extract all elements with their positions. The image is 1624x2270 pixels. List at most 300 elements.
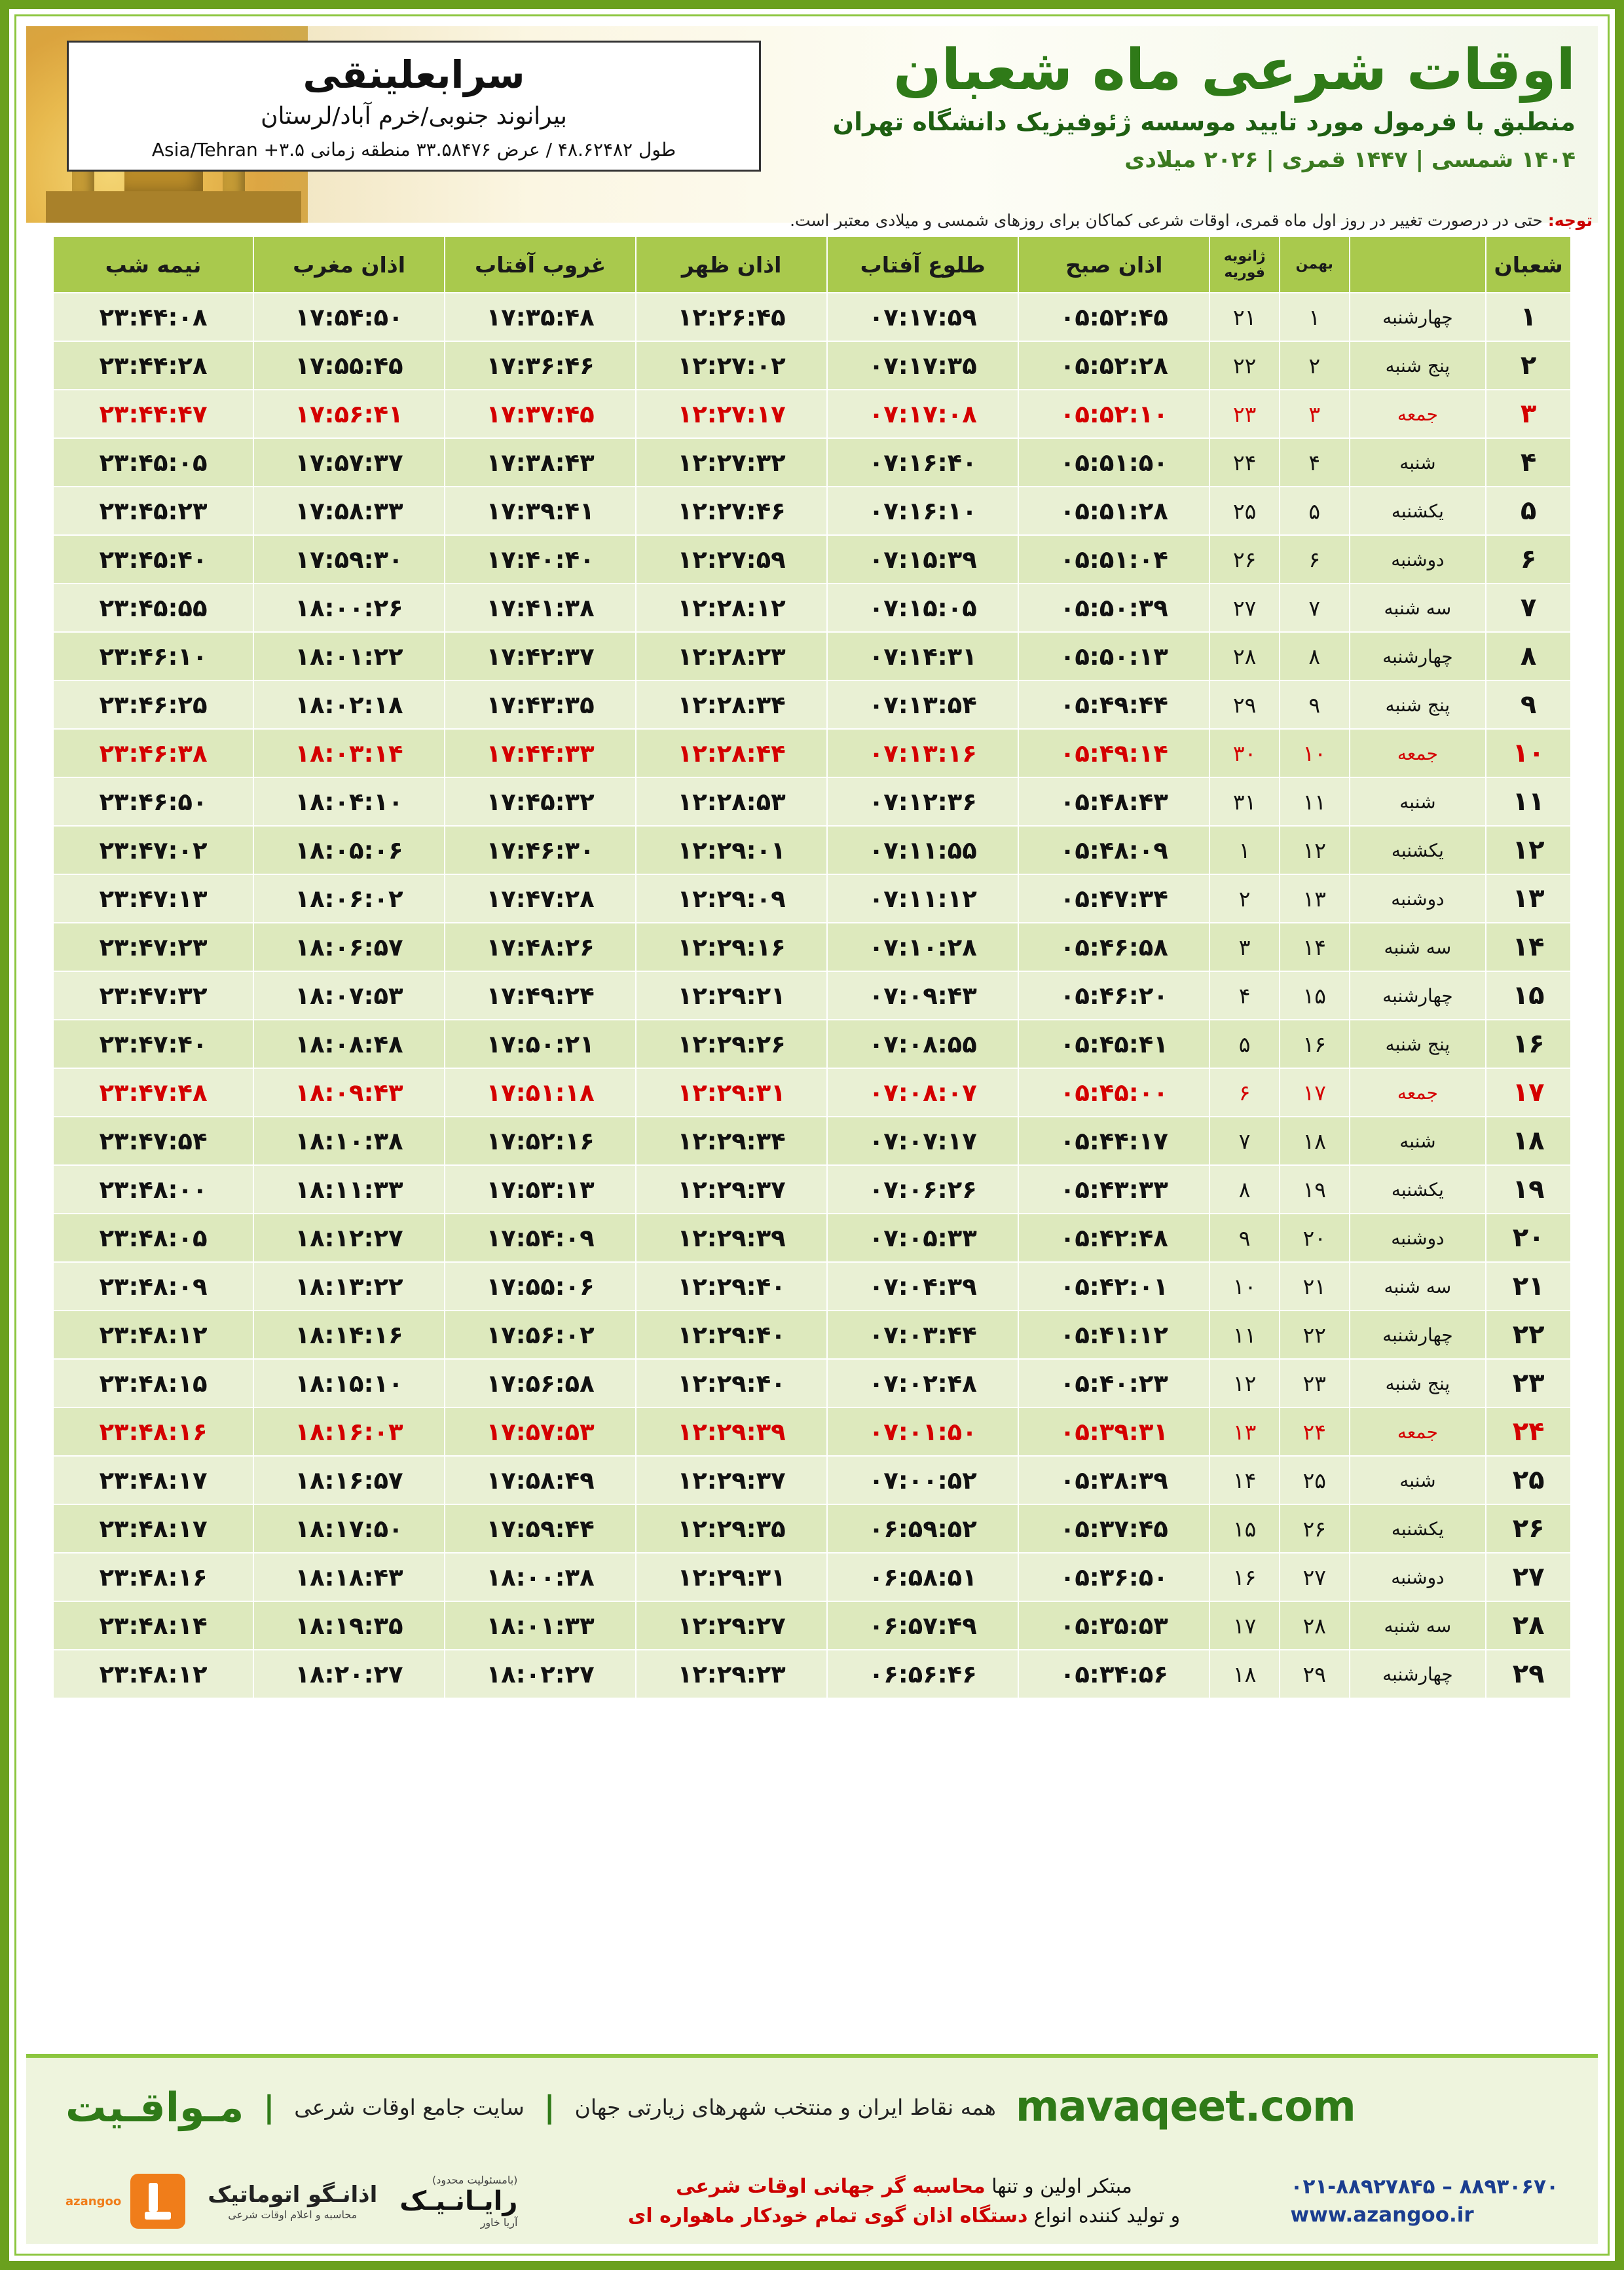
table-row	[53, 341, 1571, 390]
cell-fajr: ۰۵:۵۲:۱۰	[1018, 390, 1209, 438]
cell-sunrise: ۰۷:۰۲:۴۸	[827, 1359, 1018, 1407]
cell-jalali-day: ۹	[1280, 680, 1350, 729]
cell-midnight: ۲۳:۴۴:۴۷	[53, 390, 253, 438]
cell-weekday: چهارشنبه	[1350, 971, 1486, 1020]
cell-sunrise: ۰۷:۱۷:۰۸	[827, 390, 1018, 438]
cell-sunrise: ۰۷:۱۷:۵۹	[827, 293, 1018, 341]
page-title: اوقات شرعی ماه شعبان	[893, 37, 1576, 103]
cell-sunrise: ۰۷:۱۷:۳۵	[827, 341, 1018, 390]
cell-maghrib: ۱۷:۵۶:۴۱	[253, 390, 445, 438]
cell-maghrib: ۱۸:۰۶:۰۲	[253, 874, 445, 923]
cell-maghrib: ۱۸:۰۶:۵۷	[253, 923, 445, 971]
cell-dhuhr: ۱۲:۲۹:۳۵	[636, 1504, 827, 1553]
cell-gregorian-day: ۲	[1209, 874, 1280, 923]
cell-maghrib: ۱۸:۱۷:۵۰	[253, 1504, 445, 1553]
cell-sunrise: ۰۷:۰۰:۵۲	[827, 1456, 1018, 1504]
cell-jalali-day: ۱۱	[1280, 777, 1350, 826]
cell-weekday: چهارشنبه	[1350, 293, 1486, 341]
cell-shaban: ۲۹	[1486, 1650, 1571, 1698]
table-body	[53, 293, 1571, 1698]
prayer-times-table	[52, 236, 1572, 1699]
cell-sunrise: ۰۷:۱۶:۴۰	[827, 438, 1018, 487]
cell-midnight: ۲۳:۴۸:۰۵	[53, 1214, 253, 1262]
contact-phones: ۰۲۱-۸۸۹۲۷۸۴۵ – ۸۸۹۳۰۶۷۰	[1290, 2174, 1559, 2199]
cell-jalali-day: ۱	[1280, 293, 1350, 341]
cell-weekday: دوشنبه	[1350, 874, 1486, 923]
cell-dhuhr: ۱۲:۲۹:۳۹	[636, 1407, 827, 1456]
brand-name-fa: مـواقـیت	[65, 2083, 244, 2131]
page-header	[26, 26, 1598, 223]
cell-gregorian-day: ۲۳	[1209, 390, 1280, 438]
cell-gregorian-day: ۲۸	[1209, 632, 1280, 680]
cell-dhuhr: ۱۲:۲۹:۴۰	[636, 1359, 827, 1407]
cell-gregorian-day: ۲۴	[1209, 438, 1280, 487]
cell-sunset: ۱۷:۴۶:۳۰	[445, 826, 636, 874]
cell-dhuhr: ۱۲:۲۹:۳۱	[636, 1068, 827, 1117]
desc-line1-b: محاسبه گر جهانی اوقات شرعی	[676, 2175, 986, 2198]
cell-sunrise: ۰۷:۱۲:۳۶	[827, 777, 1018, 826]
note-label: توجه:	[1547, 211, 1593, 230]
cell-gregorian-day: ۶	[1209, 1068, 1280, 1117]
cell-sunset: ۱۷:۴۲:۳۷	[445, 632, 636, 680]
prayer-times-table-wrapper	[52, 236, 1572, 1699]
header-sunrise: طلوع آفتاب	[827, 236, 1018, 293]
cell-sunrise: ۰۷:۰۶:۲۶	[827, 1165, 1018, 1214]
cell-jalali-day: ۲	[1280, 341, 1350, 390]
table-row	[53, 390, 1571, 438]
table-row	[53, 680, 1571, 729]
cell-dhuhr: ۱۲:۲۶:۴۵	[636, 293, 827, 341]
cell-jalali-day: ۲۱	[1280, 1262, 1350, 1311]
cell-midnight: ۲۳:۴۸:۱۲	[53, 1311, 253, 1359]
cell-shaban: ۲۵	[1486, 1456, 1571, 1504]
cell-jalali-day: ۵	[1280, 487, 1350, 535]
cell-fajr: ۰۵:۴۹:۱۴	[1018, 729, 1209, 777]
website-logo[interactable]: mavaqeet.com	[1015, 2083, 1356, 2131]
cell-weekday: سه شنبه	[1350, 1262, 1486, 1311]
cell-fajr: ۰۵:۴۹:۴۴	[1018, 680, 1209, 729]
cell-weekday: سه شنبه	[1350, 923, 1486, 971]
cell-shaban: ۱۰	[1486, 729, 1571, 777]
cell-fajr: ۰۵:۳۴:۵۶	[1018, 1650, 1209, 1698]
cell-gregorian-day: ۴	[1209, 971, 1280, 1020]
brand-tagline-1: سایت جامع اوقات شرعی	[294, 2094, 525, 2120]
cell-sunset: ۱۷:۵۱:۱۸	[445, 1068, 636, 1117]
cell-shaban: ۳	[1486, 390, 1571, 438]
cell-jalali-day: ۸	[1280, 632, 1350, 680]
cell-fajr: ۰۵:۳۷:۴۵	[1018, 1504, 1209, 1553]
cell-jalali-day: ۴	[1280, 438, 1350, 487]
cell-sunrise: ۰۶:۵۷:۴۹	[827, 1601, 1018, 1650]
table-row	[53, 1359, 1571, 1407]
cell-midnight: ۲۳:۴۶:۵۰	[53, 777, 253, 826]
cell-midnight: ۲۳:۴۷:۵۴	[53, 1117, 253, 1165]
azangoo-logo-text: azangoo	[65, 2194, 122, 2208]
table-row	[53, 1601, 1571, 1650]
table-row	[53, 1020, 1571, 1068]
cell-shaban: ۲۰	[1486, 1214, 1571, 1262]
cell-maghrib: ۱۸:۰۳:۱۴	[253, 729, 445, 777]
table-row	[53, 1456, 1571, 1504]
cell-shaban: ۲۴	[1486, 1407, 1571, 1456]
cell-midnight: ۲۳:۴۶:۱۰	[53, 632, 253, 680]
rayaneik-name: رایـانـیـک	[399, 2186, 518, 2216]
cell-dhuhr: ۱۲:۲۸:۲۳	[636, 632, 827, 680]
cell-maghrib: ۱۸:۰۸:۴۸	[253, 1020, 445, 1068]
cell-gregorian-day: ۱۲	[1209, 1359, 1280, 1407]
cell-jalali-day: ۱۵	[1280, 971, 1350, 1020]
cell-jalali-day: ۲۹	[1280, 1650, 1350, 1698]
cell-sunset: ۱۷:۵۸:۴۹	[445, 1456, 636, 1504]
cell-dhuhr: ۱۲:۲۹:۲۶	[636, 1020, 827, 1068]
cell-midnight: ۲۳:۴۷:۴۸	[53, 1068, 253, 1117]
cell-shaban: ۶	[1486, 535, 1571, 584]
cell-dhuhr: ۱۲:۲۷:۵۹	[636, 535, 827, 584]
cell-sunset: ۱۷:۵۵:۰۶	[445, 1262, 636, 1311]
cell-weekday: جمعه	[1350, 1407, 1486, 1456]
header-shaban: شعبان	[1486, 236, 1571, 293]
cell-dhuhr: ۱۲:۲۷:۰۲	[636, 341, 827, 390]
cell-gregorian-day: ۲۶	[1209, 535, 1280, 584]
rayaneik-tiny: (بامسئولیت محدود)	[432, 2174, 518, 2186]
cell-jalali-day: ۲۴	[1280, 1407, 1350, 1456]
cell-fajr: ۰۵:۴۶:۲۰	[1018, 971, 1209, 1020]
cell-sunset: ۱۷:۳۸:۴۳	[445, 438, 636, 487]
cell-weekday: دوشنبه	[1350, 535, 1486, 584]
cell-sunset: ۱۷:۵۴:۰۹	[445, 1214, 636, 1262]
cell-fajr: ۰۵:۳۸:۳۹	[1018, 1456, 1209, 1504]
cell-sunset: ۱۷:۴۸:۲۶	[445, 923, 636, 971]
cell-sunrise: ۰۷:۰۱:۵۰	[827, 1407, 1018, 1456]
azangoo-logo	[65, 2174, 185, 2229]
cell-jalali-day: ۱۹	[1280, 1165, 1350, 1214]
cell-sunrise: ۰۷:۱۵:۰۵	[827, 584, 1018, 632]
cell-gregorian-day: ۲۱	[1209, 293, 1280, 341]
cell-dhuhr: ۱۲:۲۸:۳۴	[636, 680, 827, 729]
cell-sunset: ۱۷:۴۷:۲۸	[445, 874, 636, 923]
cell-jalali-day: ۱۶	[1280, 1020, 1350, 1068]
cell-jalali-day: ۶	[1280, 535, 1350, 584]
cell-shaban: ۱۹	[1486, 1165, 1571, 1214]
cell-shaban: ۲	[1486, 341, 1571, 390]
cell-shaban: ۱۱	[1486, 777, 1571, 826]
cell-fajr: ۰۵:۳۵:۵۳	[1018, 1601, 1209, 1650]
footer-description	[540, 2172, 1268, 2231]
table-row	[53, 729, 1571, 777]
cell-midnight: ۲۳:۴۸:۰۹	[53, 1262, 253, 1311]
cell-fajr: ۰۵:۵۱:۲۸	[1018, 487, 1209, 535]
header-fajr: اذان صبح	[1018, 236, 1209, 293]
cell-sunset: ۱۷:۳۹:۴۱	[445, 487, 636, 535]
cell-shaban: ۱	[1486, 293, 1571, 341]
cell-jalali-day: ۲۳	[1280, 1359, 1350, 1407]
table-row	[53, 1165, 1571, 1214]
city-name: سرابعلینقی	[303, 52, 525, 97]
cell-midnight: ۲۳:۴۸:۱۵	[53, 1359, 253, 1407]
cell-jalali-day: ۳	[1280, 390, 1350, 438]
cell-fajr: ۰۵:۴۳:۳۳	[1018, 1165, 1209, 1214]
calendar-years: ۱۴۰۴ شمسی | ۱۴۴۷ قمری | ۲۰۲۶ میلادی	[1124, 147, 1576, 174]
table-row	[53, 1553, 1571, 1601]
cell-gregorian-day: ۲۵	[1209, 487, 1280, 535]
cell-dhuhr: ۱۲:۲۹:۳۷	[636, 1456, 827, 1504]
cell-midnight: ۲۳:۴۸:۱۴	[53, 1601, 253, 1650]
cell-midnight: ۲۳:۴۷:۱۳	[53, 874, 253, 923]
cell-shaban: ۱۳	[1486, 874, 1571, 923]
cell-dhuhr: ۱۲:۲۹:۰۱	[636, 826, 827, 874]
cell-weekday: یکشنبه	[1350, 1504, 1486, 1553]
cell-midnight: ۲۳:۴۶:۳۸	[53, 729, 253, 777]
desc-line2-b: دستگاه اذان گوی تمام خودکار ماهواره ای	[627, 2205, 1028, 2227]
cell-weekday: سه شنبه	[1350, 584, 1486, 632]
cell-weekday: یکشنبه	[1350, 487, 1486, 535]
contact-website[interactable]: www.azangoo.ir	[1290, 2203, 1474, 2227]
cell-sunrise: ۰۷:۰۴:۳۹	[827, 1262, 1018, 1311]
cell-dhuhr: ۱۲:۲۹:۱۶	[636, 923, 827, 971]
cell-gregorian-day: ۱۴	[1209, 1456, 1280, 1504]
table-row	[53, 777, 1571, 826]
cell-sunset: ۱۸:۰۱:۳۳	[445, 1601, 636, 1650]
header-dhuhr: اذان ظهر	[636, 236, 827, 293]
cell-fajr: ۰۵:۵۲:۴۵	[1018, 293, 1209, 341]
cell-jalali-day: ۱۷	[1280, 1068, 1350, 1117]
cell-gregorian-day: ۷	[1209, 1117, 1280, 1165]
cell-midnight: ۲۳:۴۵:۵۵	[53, 584, 253, 632]
cell-maghrib: ۱۸:۰۱:۲۲	[253, 632, 445, 680]
cell-jalali-day: ۲۶	[1280, 1504, 1350, 1553]
cell-maghrib: ۱۷:۵۴:۵۰	[253, 293, 445, 341]
cell-maghrib: ۱۸:۱۹:۳۵	[253, 1601, 445, 1650]
cell-dhuhr: ۱۲:۲۹:۳۹	[636, 1214, 827, 1262]
cell-weekday: چهارشنبه	[1350, 1650, 1486, 1698]
table-header-row	[53, 236, 1571, 293]
cell-dhuhr: ۱۲:۲۷:۴۶	[636, 487, 827, 535]
cell-maghrib: ۱۸:۱۲:۲۷	[253, 1214, 445, 1262]
cell-sunrise: ۰۶:۵۸:۵۱	[827, 1553, 1018, 1601]
cell-midnight: ۲۳:۴۸:۱۶	[53, 1553, 253, 1601]
cell-fajr: ۰۵:۳۶:۵۰	[1018, 1553, 1209, 1601]
cell-weekday: شنبه	[1350, 438, 1486, 487]
cell-weekday: جمعه	[1350, 1068, 1486, 1117]
cell-maghrib: ۱۸:۲۰:۲۷	[253, 1650, 445, 1698]
cell-gregorian-day: ۱۶	[1209, 1553, 1280, 1601]
header-titles	[744, 37, 1576, 174]
cell-maghrib: ۱۸:۱۱:۳۳	[253, 1165, 445, 1214]
cell-midnight: ۲۳:۴۵:۲۳	[53, 487, 253, 535]
cell-jalali-day: ۲۲	[1280, 1311, 1350, 1359]
cell-fajr: ۰۵:۴۰:۲۳	[1018, 1359, 1209, 1407]
brand-separator-2: |	[544, 2089, 555, 2125]
cell-jalali-day: ۱۰	[1280, 729, 1350, 777]
table-row	[53, 874, 1571, 923]
cell-shaban: ۲۱	[1486, 1262, 1571, 1311]
cell-gregorian-day: ۱	[1209, 826, 1280, 874]
cell-jalali-day: ۲۸	[1280, 1601, 1350, 1650]
contact-block	[1291, 2173, 1559, 2230]
cell-dhuhr: ۱۲:۲۷:۳۲	[636, 438, 827, 487]
table-row	[53, 535, 1571, 584]
header-midnight: نیمه شب	[53, 236, 253, 293]
cell-shaban: ۱۴	[1486, 923, 1571, 971]
cell-sunrise: ۰۷:۱۳:۵۴	[827, 680, 1018, 729]
cell-maghrib: ۱۸:۱۳:۲۲	[253, 1262, 445, 1311]
cell-sunrise: ۰۷:۱۴:۳۱	[827, 632, 1018, 680]
cell-shaban: ۴	[1486, 438, 1571, 487]
cell-shaban: ۲۷	[1486, 1553, 1571, 1601]
cell-shaban: ۱۵	[1486, 971, 1571, 1020]
cell-sunset: ۱۷:۵۳:۱۳	[445, 1165, 636, 1214]
cell-midnight: ۲۳:۴۷:۰۲	[53, 826, 253, 874]
cell-shaban: ۱۲	[1486, 826, 1571, 874]
cell-maghrib: ۱۸:۱۵:۱۰	[253, 1359, 445, 1407]
cell-fajr: ۰۵:۳۹:۳۱	[1018, 1407, 1209, 1456]
table-row	[53, 1117, 1571, 1165]
cell-sunrise: ۰۷:۱۱:۵۵	[827, 826, 1018, 874]
cell-shaban: ۹	[1486, 680, 1571, 729]
cell-gregorian-day: ۹	[1209, 1214, 1280, 1262]
cell-dhuhr: ۱۲:۲۸:۱۲	[636, 584, 827, 632]
cell-gregorian-day: ۵	[1209, 1020, 1280, 1068]
desc-line1-a: مبتکر اولین و تنها	[985, 2175, 1132, 2198]
cell-weekday: چهارشنبه	[1350, 1311, 1486, 1359]
cell-sunset: ۱۸:۰۰:۳۸	[445, 1553, 636, 1601]
cell-fajr: ۰۵:۵۱:۵۰	[1018, 438, 1209, 487]
cell-dhuhr: ۱۲:۲۹:۴۰	[636, 1262, 827, 1311]
cell-midnight: ۲۳:۴۸:۰۰	[53, 1165, 253, 1214]
cell-sunset: ۱۷:۵۷:۵۳	[445, 1407, 636, 1456]
table-row	[53, 438, 1571, 487]
cell-fajr: ۰۵:۴۴:۱۷	[1018, 1117, 1209, 1165]
cell-fajr: ۰۵:۴۱:۱۲	[1018, 1311, 1209, 1359]
cell-gregorian-day: ۸	[1209, 1165, 1280, 1214]
cell-maghrib: ۱۸:۱۶:۰۳	[253, 1407, 445, 1456]
cell-dhuhr: ۱۲:۲۹:۳۱	[636, 1553, 827, 1601]
cell-weekday: جمعه	[1350, 729, 1486, 777]
cell-sunset: ۱۷:۵۶:۵۸	[445, 1359, 636, 1407]
cell-maghrib: ۱۷:۵۹:۳۰	[253, 535, 445, 584]
cell-sunset: ۱۸:۰۲:۲۷	[445, 1650, 636, 1698]
cell-jalali-day: ۱۳	[1280, 874, 1350, 923]
cell-sunset: ۱۷:۵۰:۲۱	[445, 1020, 636, 1068]
cell-sunrise: ۰۶:۵۹:۵۲	[827, 1504, 1018, 1553]
cell-fajr: ۰۵:۴۷:۳۴	[1018, 874, 1209, 923]
cell-midnight: ۲۳:۴۷:۲۳	[53, 923, 253, 971]
cell-fajr: ۰۵:۴۸:۰۹	[1018, 826, 1209, 874]
cell-gregorian-day: ۲۷	[1209, 584, 1280, 632]
page-footer	[26, 2054, 1598, 2244]
cell-shaban: ۲۲	[1486, 1311, 1571, 1359]
cell-sunset: ۱۷:۵۹:۴۴	[445, 1504, 636, 1553]
cell-sunrise: ۰۷:۰۵:۳۳	[827, 1214, 1018, 1262]
cell-fajr: ۰۵:۵۰:۳۹	[1018, 584, 1209, 632]
cell-dhuhr: ۱۲:۲۹:۲۱	[636, 971, 827, 1020]
cell-gregorian-day: ۲۲	[1209, 341, 1280, 390]
cell-dhuhr: ۱۲:۲۹:۴۰	[636, 1311, 827, 1359]
cell-sunset: ۱۷:۳۶:۴۶	[445, 341, 636, 390]
cell-weekday: یکشنبه	[1350, 826, 1486, 874]
cell-midnight: ۲۳:۴۷:۴۰	[53, 1020, 253, 1068]
cell-weekday: دوشنبه	[1350, 1214, 1486, 1262]
cell-dhuhr: ۱۲:۲۹:۳۷	[636, 1165, 827, 1214]
cell-fajr: ۰۵:۴۶:۵۸	[1018, 923, 1209, 971]
cell-midnight: ۲۳:۴۸:۱۲	[53, 1650, 253, 1698]
cell-shaban: ۱۸	[1486, 1117, 1571, 1165]
cell-weekday: پنج شنبه	[1350, 341, 1486, 390]
cell-fajr: ۰۵:۴۵:۰۰	[1018, 1068, 1209, 1117]
footer-brand-row	[26, 2058, 1598, 2156]
cell-fajr: ۰۵:۵۰:۱۳	[1018, 632, 1209, 680]
cell-jalali-day: ۲۰	[1280, 1214, 1350, 1262]
cell-gregorian-day: ۳۱	[1209, 777, 1280, 826]
cell-sunset: ۱۷:۵۶:۰۲	[445, 1311, 636, 1359]
desc-line2-a: و تولید کننده انواع	[1027, 2205, 1181, 2227]
table-row	[53, 1650, 1571, 1698]
cell-sunrise: ۰۷:۱۵:۳۹	[827, 535, 1018, 584]
cell-shaban: ۱۶	[1486, 1020, 1571, 1068]
city-info-box	[67, 41, 761, 172]
cell-weekday: پنج شنبه	[1350, 1359, 1486, 1407]
cell-midnight: ۲۳:۴۵:۰۵	[53, 438, 253, 487]
table-row	[53, 632, 1571, 680]
cell-shaban: ۲۳	[1486, 1359, 1571, 1407]
table-row	[53, 487, 1571, 535]
cell-gregorian-day: ۱۰	[1209, 1262, 1280, 1311]
cell-fajr: ۰۵:۵۲:۲۸	[1018, 341, 1209, 390]
cell-sunset: ۱۷:۴۳:۳۵	[445, 680, 636, 729]
cell-shaban: ۵	[1486, 487, 1571, 535]
table-row	[53, 293, 1571, 341]
cell-jalali-day: ۷	[1280, 584, 1350, 632]
cell-maghrib: ۱۸:۰۹:۴۳	[253, 1068, 445, 1117]
cell-weekday: چهارشنبه	[1350, 632, 1486, 680]
cell-fajr: ۰۵:۴۲:۴۸	[1018, 1214, 1209, 1262]
cell-midnight: ۲۳:۴۵:۴۰	[53, 535, 253, 584]
cell-sunset: ۱۷:۴۹:۲۴	[445, 971, 636, 1020]
cell-gregorian-day: ۱۳	[1209, 1407, 1280, 1456]
cell-maghrib: ۱۷:۵۵:۴۵	[253, 341, 445, 390]
cell-midnight: ۲۳:۴۴:۰۸	[53, 293, 253, 341]
cell-maghrib: ۱۸:۰۴:۱۰	[253, 777, 445, 826]
cell-maghrib: ۱۸:۱۴:۱۶	[253, 1311, 445, 1359]
page-subtitle: منطبق با فرمول مورد تایید موسسه ژئوفیزیک دانشگاه تهران	[832, 107, 1576, 137]
cell-dhuhr: ۱۲:۲۸:۵۳	[636, 777, 827, 826]
cell-shaban: ۷	[1486, 584, 1571, 632]
cell-gregorian-day: ۳	[1209, 923, 1280, 971]
cell-fajr: ۰۵:۴۲:۰۱	[1018, 1262, 1209, 1311]
cell-weekday: دوشنبه	[1350, 1553, 1486, 1601]
cell-dhuhr: ۱۲:۲۹:۲۳	[636, 1650, 827, 1698]
cell-weekday: سه شنبه	[1350, 1601, 1486, 1650]
cell-maghrib: ۱۸:۰۰:۲۶	[253, 584, 445, 632]
cell-dhuhr: ۱۲:۲۹:۳۴	[636, 1117, 827, 1165]
table-row	[53, 1214, 1571, 1262]
cell-maghrib: ۱۸:۱۶:۵۷	[253, 1456, 445, 1504]
cell-sunrise: ۰۷:۰۸:۰۷	[827, 1068, 1018, 1117]
cell-weekday: یکشنبه	[1350, 1165, 1486, 1214]
azangoo-company-sub: محاسبه و اعلام اوقات شرعی	[228, 2208, 358, 2222]
cell-sunrise: ۰۷:۱۶:۱۰	[827, 487, 1018, 535]
cell-sunset: ۱۷:۳۷:۴۵	[445, 390, 636, 438]
cell-sunset: ۱۷:۴۰:۴۰	[445, 535, 636, 584]
cell-dhuhr: ۱۲:۲۹:۲۷	[636, 1601, 827, 1650]
table-row	[53, 584, 1571, 632]
cell-midnight: ۲۳:۴۸:۱۷	[53, 1504, 253, 1553]
brand-separator-1: |	[263, 2089, 275, 2125]
header-sunset: غروب آفتاب	[445, 236, 636, 293]
cell-weekday: پنج شنبه	[1350, 1020, 1486, 1068]
table-row	[53, 1068, 1571, 1117]
cell-gregorian-day: ۱۱	[1209, 1311, 1280, 1359]
